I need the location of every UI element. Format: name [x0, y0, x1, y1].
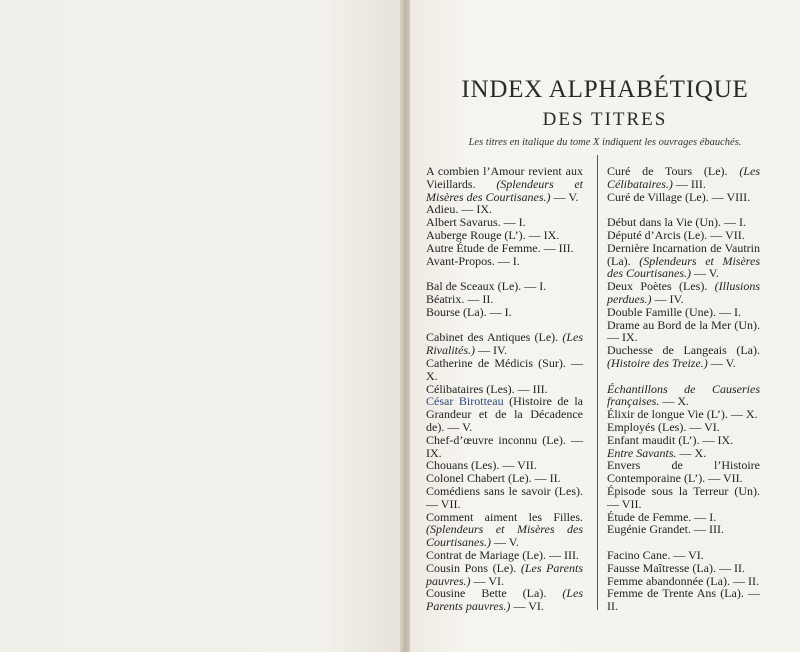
entry-text: Comédiens sans le savoir (Les). — VII.: [426, 483, 583, 511]
entry-italic-text: Échantillons de Causeries françaises.: [607, 381, 760, 409]
index-entry: [426, 165, 583, 203]
entry-text: Autre Étude de Femme. — III.: [426, 240, 574, 255]
entry-text: Bal de Sceaux (Le). — I.: [426, 279, 547, 294]
entry-text: Bourse (La). — I.: [426, 304, 512, 319]
entry-text: Cousin Pons (Le).: [426, 560, 521, 575]
index-column-left: [426, 165, 583, 613]
entry-text: Curé de Tours (Le).: [607, 164, 740, 178]
entry-text: Fausse Maîtresse (La). — II.: [607, 560, 745, 575]
entry-text: Catherine de Médicis (Sur). — X.: [426, 355, 583, 383]
entry-text: César Birotteau: [426, 394, 504, 409]
entry-text: Chouans (Les). — VII.: [426, 458, 537, 473]
column-divider: [597, 155, 598, 610]
entry-italic-text: (Les Rivalités.): [426, 330, 583, 358]
entry-text: Femme abandonnée (La). — II.: [607, 573, 759, 588]
entry-text: — V.: [691, 266, 719, 281]
entry-text: — X.: [659, 394, 690, 409]
entry-italic-text: (Splendeurs et Misères des Courtisanes.): [426, 522, 583, 550]
entry-text: Facino Cane. — VI.: [607, 547, 704, 562]
entry-text: Avant-Propos. — I.: [426, 253, 520, 268]
entry-text: — III.: [672, 176, 706, 191]
entry-text: Curé de Village (Le). — VIII.: [607, 189, 751, 204]
entry-italic-text: (Les Parents pauvres.): [426, 586, 583, 614]
index-entry: [607, 280, 760, 306]
index-entry: [426, 357, 583, 383]
entry-text: Élixir de longue Vie (L’). — X.: [607, 407, 758, 422]
index-entry: [607, 587, 760, 613]
index-entry: [607, 523, 760, 536]
entry-text: Député d’Arcis (Le). — VII.: [607, 227, 745, 242]
entry-text: Dernière Incarnation de Vautrin (La).: [607, 240, 760, 268]
entry-text: Épisode sous la Terreur (Un). — VII.: [607, 483, 760, 511]
index-entry: [426, 587, 583, 613]
entry-text: Envers de l’Histoire Contemporaine (L’). — VII.: [607, 458, 760, 486]
entry-italic-text: (Illusions perdues.): [607, 279, 760, 306]
index-column-right: [607, 165, 760, 613]
entry-text: A combien l’Amour revient aux Vieillards.: [426, 164, 583, 191]
entry-italic-text: (Histoire des Treize.): [607, 355, 708, 370]
index-entry: [426, 434, 583, 460]
index-entry: [607, 383, 760, 409]
entry-text: Femme de Trente Ans (La). — II.: [607, 586, 760, 614]
index-entry: [426, 485, 583, 511]
entry-text: Étude de Femme. — I.: [607, 509, 717, 524]
entry-text: Enfant maudit (L’). — IX.: [607, 432, 734, 447]
entry-text: — IV.: [651, 291, 684, 306]
entry-italic-text: Entre Savants.: [607, 445, 677, 460]
entry-text: Auberge Rouge (L’). — IX.: [426, 227, 560, 242]
entry-text: Béatrix. — II.: [426, 291, 494, 306]
entry-text: Comment aiment les Filles.: [426, 509, 583, 524]
entry-text: Eugénie Grandet. — III.: [607, 522, 724, 537]
page-subtitle: DES TITRES: [542, 109, 668, 130]
entry-text: — V.: [550, 189, 579, 204]
entry-text: Colonel Chabert (Le). — II.: [426, 471, 561, 486]
entry-text: Albert Savarus. — I.: [426, 215, 526, 230]
page-title: INDEX ALPHABÉTIQUE: [461, 76, 749, 103]
entry-text: Deux Poètes (Les).: [607, 279, 715, 294]
entry-text: — VI.: [470, 573, 504, 588]
index-entry: [607, 191, 760, 204]
entry-text: Double Famille (Une). — I.: [607, 304, 741, 319]
index-entry: [426, 306, 583, 319]
entry-italic-text: (Splendeurs et Misères des Courtisanes.): [426, 176, 583, 204]
index-entry: [607, 344, 760, 370]
entry-text: Adieu. — IX.: [426, 202, 492, 217]
entry-text: Contrat de Mariage (Le). — III.: [426, 547, 579, 562]
entry-italic-text: (Les Célibataires.): [607, 164, 760, 191]
entry-text: — X.: [676, 445, 707, 460]
entry-text: Début dans la Vie (Un). — I.: [607, 215, 747, 230]
entry-text: Cabinet des Antiques (Le).: [426, 330, 563, 345]
index-entry: [607, 485, 760, 511]
entry-text: — V.: [707, 355, 736, 370]
entry-text: Drame au Bord de la Mer (Un). — IX.: [607, 317, 760, 345]
entry-text: Duchesse de Langeais (La).: [607, 343, 760, 358]
index-entry: [607, 459, 760, 485]
index-entry: [426, 331, 583, 357]
entry-italic-text: (Splendeurs et Misères des Courtisanes.): [607, 253, 761, 281]
entry-italic-text: (Les Parents pauvres.): [426, 560, 583, 588]
entry-text: — VI.: [510, 599, 544, 614]
entry-text: — V.: [491, 535, 519, 550]
index-entry: [607, 242, 760, 280]
index-entry: [426, 395, 583, 433]
entry-text: Cousine Bette (La).: [426, 586, 563, 601]
italic-note: Les titres en italique du tome X indiquent les ouvrages ébauchés.: [468, 137, 742, 148]
entry-text: (Histoire de la Grandeur et de la Décadence de). — V.: [426, 394, 583, 434]
index-entry: [607, 165, 760, 191]
entry-text: Employés (Les). — VI.: [607, 419, 720, 434]
index-entry: [426, 511, 583, 549]
index-entry: [607, 319, 760, 345]
entry-text: Chef-d’œuvre inconnu (Le). — IX.: [426, 432, 583, 460]
entry-text: Célibataires (Les). — III.: [426, 381, 548, 396]
index-entry: [426, 255, 583, 268]
entry-text: — IV.: [474, 343, 508, 358]
index-entry: [426, 562, 583, 588]
